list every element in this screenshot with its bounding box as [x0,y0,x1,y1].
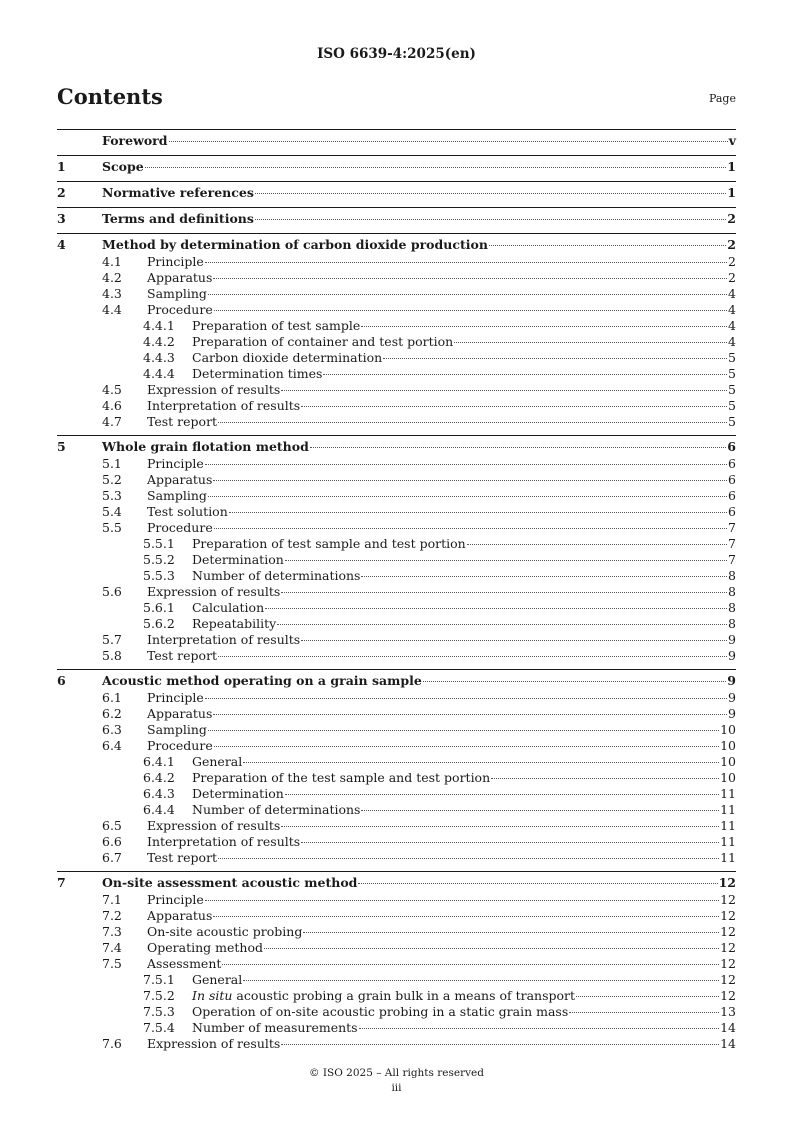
toc-entry-number: 4.4 [102,302,122,317]
toc-entry-title[interactable]: Apparatus [147,706,213,721]
toc-entry-title[interactable]: General [192,972,243,987]
toc-entry-page: 5 [728,350,736,365]
toc-entry-title[interactable]: Procedure [147,520,213,535]
toc-entry[interactable] [57,334,736,350]
toc-entry-title[interactable]: Test report [147,850,218,865]
toc-entry-title[interactable]: Preparation of container and test portion [192,334,454,349]
toc-entry-number: 5.2 [102,472,122,487]
toc-entry-title[interactable]: Acoustic method operating on a grain sample [102,673,422,688]
table-of-contents [57,129,736,1057]
toc-entry-title[interactable]: Principle [147,892,204,907]
toc-dot-leader [383,358,727,359]
toc-dot-leader [218,422,727,423]
toc-dot-leader [301,406,727,407]
toc-entry[interactable] [57,318,736,334]
toc-entry-number: 6.4.2 [143,770,175,785]
toc-entry[interactable] [57,1004,736,1020]
toc-dot-leader [145,167,727,168]
toc-entry[interactable] [57,1036,736,1052]
toc-entry-title[interactable]: Number of measurements [192,1020,358,1035]
toc-entry-title-rest: acoustic probing a grain bulk in a means of transport [232,988,576,1003]
toc-entry-number: 5 [57,439,66,454]
toc-dot-leader [255,219,726,220]
toc-dot-leader [361,810,719,811]
toc-entry-title[interactable]: Principle [147,254,204,269]
toc-section [57,207,736,233]
toc-dot-leader [205,900,719,901]
toc-entry[interactable] [57,184,736,202]
toc-entry-number: 6.4.3 [143,786,175,801]
toc-section [57,181,736,207]
toc-entry-title[interactable]: Test report [147,414,218,429]
toc-entry[interactable] [57,924,736,940]
toc-dot-leader [361,326,727,327]
toc-entry-title[interactable]: Expression of results [147,818,281,833]
page-footer [0,1066,793,1096]
toc-dot-leader [423,681,727,682]
toc-dot-leader [569,1012,719,1013]
toc-entry-number: 6.1 [102,690,122,705]
toc-entry[interactable] [57,236,736,254]
toc-dot-leader [205,262,727,263]
toc-entry-page: 11 [720,834,736,849]
toc-dot-leader [213,916,719,917]
toc-entry-number: 7.5.4 [143,1020,175,1035]
toc-entry-title[interactable]: Sampling [147,286,207,301]
toc-entry-number: 7.6 [102,1036,122,1051]
toc-entry-title[interactable]: Determination times [192,366,323,381]
toc-entry-title[interactable]: Interpretation of results [147,398,301,413]
toc-entry-title[interactable]: Preparation of test sample and test portion [192,536,466,551]
toc-entry-number: 5.7 [102,632,122,647]
toc-entry-page: 1 [727,159,736,174]
toc-entry-page: 4 [728,334,736,349]
toc-entry-page: 4 [728,302,736,317]
toc-entry-title[interactable]: Scope [102,159,144,174]
toc-entry-number: 7.5.1 [143,972,175,987]
toc-dot-leader [281,826,719,827]
toc-entry-page: 6 [727,439,736,454]
toc-entry-title[interactable]: Expression of results [147,584,281,599]
toc-entry[interactable] [57,568,736,584]
toc-entry-page: 8 [728,600,736,615]
toc-dot-leader [264,948,719,949]
toc-dot-leader [467,544,727,545]
toc-entry-number: 5.6.2 [143,616,175,631]
toc-entry[interactable] [57,1020,736,1036]
toc-entry-page: 6 [728,456,736,471]
toc-dot-leader [229,512,727,513]
toc-dot-leader [208,496,727,497]
toc-entry-number: 6 [57,673,66,688]
toc-entry-title[interactable]: Carbon dioxide determination [192,350,383,365]
toc-dot-leader [169,141,728,142]
toc-entry-number: 6.3 [102,722,122,737]
toc-section [57,129,736,155]
toc-entry-page: 4 [728,318,736,333]
toc-entry[interactable] [57,552,736,568]
toc-entry[interactable] [57,850,736,866]
toc-entry-number: 6.4 [102,738,122,753]
toc-entry-title[interactable]: Apparatus [147,270,213,285]
toc-dot-leader [310,447,726,448]
toc-entry-page: 14 [720,1020,736,1035]
toc-entry-title[interactable]: On-site acoustic probing [147,924,303,939]
toc-dot-leader [214,746,719,747]
toc-entry[interactable] [57,584,736,600]
toc-dot-leader [243,980,719,981]
toc-entry-number: 4.4.4 [143,366,175,381]
toc-entry-page: 11 [720,818,736,833]
toc-entry-number: 5.1 [102,456,122,471]
toc-entry[interactable] [57,254,736,270]
toc-entry-number: 7.5.3 [143,1004,175,1019]
toc-entry[interactable] [57,672,736,690]
toc-entry[interactable] [57,536,736,552]
toc-entry[interactable] [57,158,736,176]
toc-entry-number: 7.2 [102,908,122,923]
toc-entry-number: 6.4.4 [143,802,175,817]
toc-entry-title[interactable]: Apparatus [147,472,213,487]
toc-entry[interactable] [57,504,736,520]
toc-entry-title[interactable]: Whole grain flotation method [102,439,309,454]
toc-entry-page: 14 [720,1036,736,1051]
toc-entry-title[interactable]: Preparation of test sample [192,318,361,333]
toc-entry[interactable] [57,818,736,834]
toc-entry-number: 7.1 [102,892,122,907]
toc-entry-page: 5 [728,414,736,429]
toc-dot-leader [358,883,717,884]
toc-entry-page: 6 [728,472,736,487]
toc-entry-page: 4 [728,286,736,301]
toc-entry-number: 4.4.3 [143,350,175,365]
toc-entry[interactable] [57,722,736,738]
toc-entry-number: 4.1 [102,254,122,269]
toc-entry[interactable] [57,648,736,664]
toc-entry[interactable] [57,210,736,228]
toc-entry-title[interactable]: Terms and definitions [102,211,254,226]
toc-section [57,871,736,1057]
toc-entry-page: 9 [728,632,736,647]
toc-entry[interactable] [57,754,736,770]
toc-entry-page: 8 [728,584,736,599]
toc-dot-leader [208,730,719,731]
toc-entry-number: 6.2 [102,706,122,721]
toc-entry-page: 1 [727,185,736,200]
toc-entry-page: 10 [720,738,736,753]
toc-entry-title[interactable]: Foreword [102,133,168,148]
toc-dot-leader [205,698,727,699]
toc-entry[interactable] [57,632,736,648]
toc-entry[interactable] [57,520,736,536]
toc-dot-leader [213,714,727,715]
toc-entry-page: 7 [728,520,736,535]
toc-entry-number: 4 [57,237,66,252]
toc-entry-page: 9 [728,648,736,663]
toc-entry[interactable] [57,488,736,504]
toc-dot-leader [454,342,727,343]
toc-entry[interactable] [57,738,736,754]
page-column-label: Page [708,92,736,105]
toc-entry-number: 5.8 [102,648,122,663]
toc-entry-title[interactable]: Principle [147,456,204,471]
toc-entry[interactable] [57,892,736,908]
toc-entry[interactable] [57,706,736,722]
toc-dot-leader [281,592,727,593]
toc-section [57,435,736,669]
toc-entry-page: 12 [720,892,736,907]
toc-entry[interactable] [57,802,736,818]
toc-entry-number: 5.4 [102,504,122,519]
toc-entry-page: 10 [720,770,736,785]
toc-entry-page: 5 [728,382,736,397]
toc-dot-leader [214,528,727,529]
toc-dot-leader [323,374,727,375]
toc-entry-page: 2 [727,211,736,226]
toc-dot-leader [265,608,727,609]
toc-entry[interactable] [57,366,736,382]
toc-entry[interactable] [57,874,736,892]
toc-entry-page: 8 [728,568,736,583]
toc-entry[interactable] [57,438,736,456]
toc-entry-page: 5 [728,398,736,413]
toc-dot-leader [281,1044,719,1045]
toc-entry-page: 12 [720,988,736,1003]
toc-dot-leader [213,480,727,481]
toc-entry[interactable] [57,770,736,786]
toc-entry-number: 4.4.2 [143,334,175,349]
toc-entry-title[interactable]: Procedure [147,738,213,753]
toc-dot-leader [361,576,727,577]
toc-dot-leader [277,624,727,625]
toc-entry-page: 8 [728,616,736,631]
toc-section [57,233,736,435]
toc-entry-number: 1 [57,159,66,174]
toc-entry[interactable] [57,988,736,1004]
toc-entry-number: 4.3 [102,286,122,301]
toc-entry[interactable] [57,616,736,632]
toc-entry-number: 4.7 [102,414,122,429]
toc-dot-leader [576,996,719,997]
toc-entry[interactable] [57,132,736,150]
toc-entry-title[interactable]: Determination [192,552,284,567]
toc-entry[interactable] [57,908,736,924]
toc-entry-number: 3 [57,211,66,226]
toc-entry-number: 7.5.2 [143,988,175,1003]
toc-entry-title[interactable]: Expression of results [147,1036,281,1051]
toc-entry-title[interactable]: Method by determination of carbon dioxide production [102,237,488,252]
document-id: ISO 6639-4:2025(en) [317,46,476,62]
toc-entry-page: 9 [728,706,736,721]
toc-entry-page: 13 [720,1004,736,1019]
toc-entry[interactable] [57,398,736,414]
toc-dot-leader [285,794,719,795]
toc-entry-title-italic: In situ [192,988,233,1003]
toc-entry-number: 6.4.1 [143,754,175,769]
toc-dot-leader [489,245,726,246]
toc-entry-title[interactable]: Procedure [147,302,213,317]
toc-entry-page: 10 [720,722,736,737]
toc-dot-leader [255,193,726,194]
toc-dot-leader [281,390,727,391]
toc-entry-number: 6.5 [102,818,122,833]
toc-entry-page: 10 [720,754,736,769]
toc-dot-leader [243,762,719,763]
toc-entry[interactable] [57,956,736,972]
toc-entry-page: 2 [728,254,736,269]
toc-dot-leader [301,842,719,843]
toc-dot-leader [222,964,719,965]
toc-entry-number: 5.5.2 [143,552,175,567]
toc-entry-number: 7.4 [102,940,122,955]
toc-entry-title[interactable]: Test solution [147,504,228,519]
toc-entry[interactable] [57,270,736,286]
toc-entry-number: 5.5 [102,520,122,535]
toc-dot-leader [303,932,719,933]
toc-entry-number: 7 [57,875,66,890]
toc-entry-title[interactable]: Test report [147,648,218,663]
toc-entry-title[interactable]: Calculation [192,600,265,615]
toc-dot-leader [218,858,719,859]
toc-entry[interactable] [57,286,736,302]
toc-entry-number: 2 [57,185,66,200]
toc-entry-title[interactable]: Interpretation of results [147,632,301,647]
toc-dot-leader [301,640,727,641]
toc-entry-title[interactable]: Number of determinations [192,802,361,817]
toc-entry-title[interactable]: Apparatus [147,908,213,923]
toc-entry[interactable] [57,414,736,430]
toc-entry-page: 11 [720,802,736,817]
toc-entry[interactable] [57,786,736,802]
toc-entry-title[interactable]: Sampling [147,722,207,737]
toc-entry-number: 7.3 [102,924,122,939]
page-number: iii [391,1082,402,1094]
toc-entry-title[interactable]: Determination [192,786,284,801]
toc-entry-page: v [728,133,736,148]
toc-entry[interactable] [57,940,736,956]
toc-entry-number: 5.5.1 [143,536,175,551]
toc-entry-title[interactable]: Normative references [102,185,254,200]
toc-entry-page: 9 [728,690,736,705]
toc-entry-number: 7.5 [102,956,122,971]
toc-entry-title[interactable] [192,988,575,1004]
toc-entry-number: 5.3 [102,488,122,503]
toc-entry-title[interactable]: General [192,754,243,769]
toc-entry-number: 4.4.1 [143,318,175,333]
toc-entry[interactable] [57,834,736,850]
toc-entry-number: 6.7 [102,850,122,865]
toc-dot-leader [214,310,727,311]
toc-entry-title[interactable]: Repeatability [192,616,277,631]
toc-entry-number: 5.5.3 [143,568,175,583]
page-title: Contents [57,84,163,109]
toc-entry-number: 4.6 [102,398,122,413]
toc-entry[interactable] [57,456,736,472]
toc-entry-page: 2 [727,237,736,252]
toc-dot-leader [491,778,719,779]
toc-section [57,669,736,871]
toc-entry-number: 4.5 [102,382,122,397]
toc-entry[interactable] [57,302,736,318]
toc-entry-page: 7 [728,552,736,567]
toc-entry-title[interactable]: Assessment [147,956,222,971]
toc-entry-page: 12 [720,908,736,923]
toc-entry[interactable] [57,350,736,366]
toc-entry-page: 11 [720,850,736,865]
toc-dot-leader [208,294,727,295]
toc-dot-leader [205,464,727,465]
toc-entry-page: 12 [720,924,736,939]
toc-dot-leader [359,1028,719,1029]
toc-dot-leader [285,560,727,561]
toc-dot-leader [218,656,727,657]
toc-entry[interactable] [57,972,736,988]
toc-entry-title[interactable]: Principle [147,690,204,705]
toc-entry-number: 4.2 [102,270,122,285]
toc-entry-page: 12 [720,972,736,987]
toc-entry-page: 12 [718,875,736,890]
toc-dot-leader [213,278,727,279]
toc-entry-title[interactable]: Number of determinations [192,568,361,583]
toc-entry-page: 12 [720,940,736,955]
toc-entry-page: 9 [727,673,736,688]
toc-entry-number: 6.6 [102,834,122,849]
toc-entry-title[interactable]: Operation of on-site acoustic probing in a static grain mass [192,1004,569,1019]
toc-entry-title[interactable]: Preparation of the test sample and test portion [192,770,491,785]
toc-entry[interactable] [57,690,736,706]
toc-entry-page: 7 [728,536,736,551]
toc-entry-title[interactable]: Sampling [147,488,207,503]
toc-entry[interactable] [57,600,736,616]
toc-section [57,155,736,181]
toc-entry-title[interactable]: On-site assessment acoustic method [102,875,358,890]
toc-entry[interactable] [57,472,736,488]
toc-entry-number: 5.6 [102,584,122,599]
toc-entry-page: 2 [728,270,736,285]
toc-entry-page: 6 [728,504,736,519]
toc-entry-page: 5 [728,366,736,381]
toc-entry[interactable] [57,382,736,398]
toc-entry-page: 12 [720,956,736,971]
toc-entry-page: 11 [720,786,736,801]
toc-entry-title[interactable]: Interpretation of results [147,834,301,849]
toc-entry-number: 5.6.1 [143,600,175,615]
toc-entry-title[interactable]: Operating method [147,940,263,955]
toc-entry-page: 6 [728,488,736,503]
toc-entry-title[interactable]: Expression of results [147,382,281,397]
copyright-notice: © ISO 2025 – All rights reserved [309,1067,484,1079]
